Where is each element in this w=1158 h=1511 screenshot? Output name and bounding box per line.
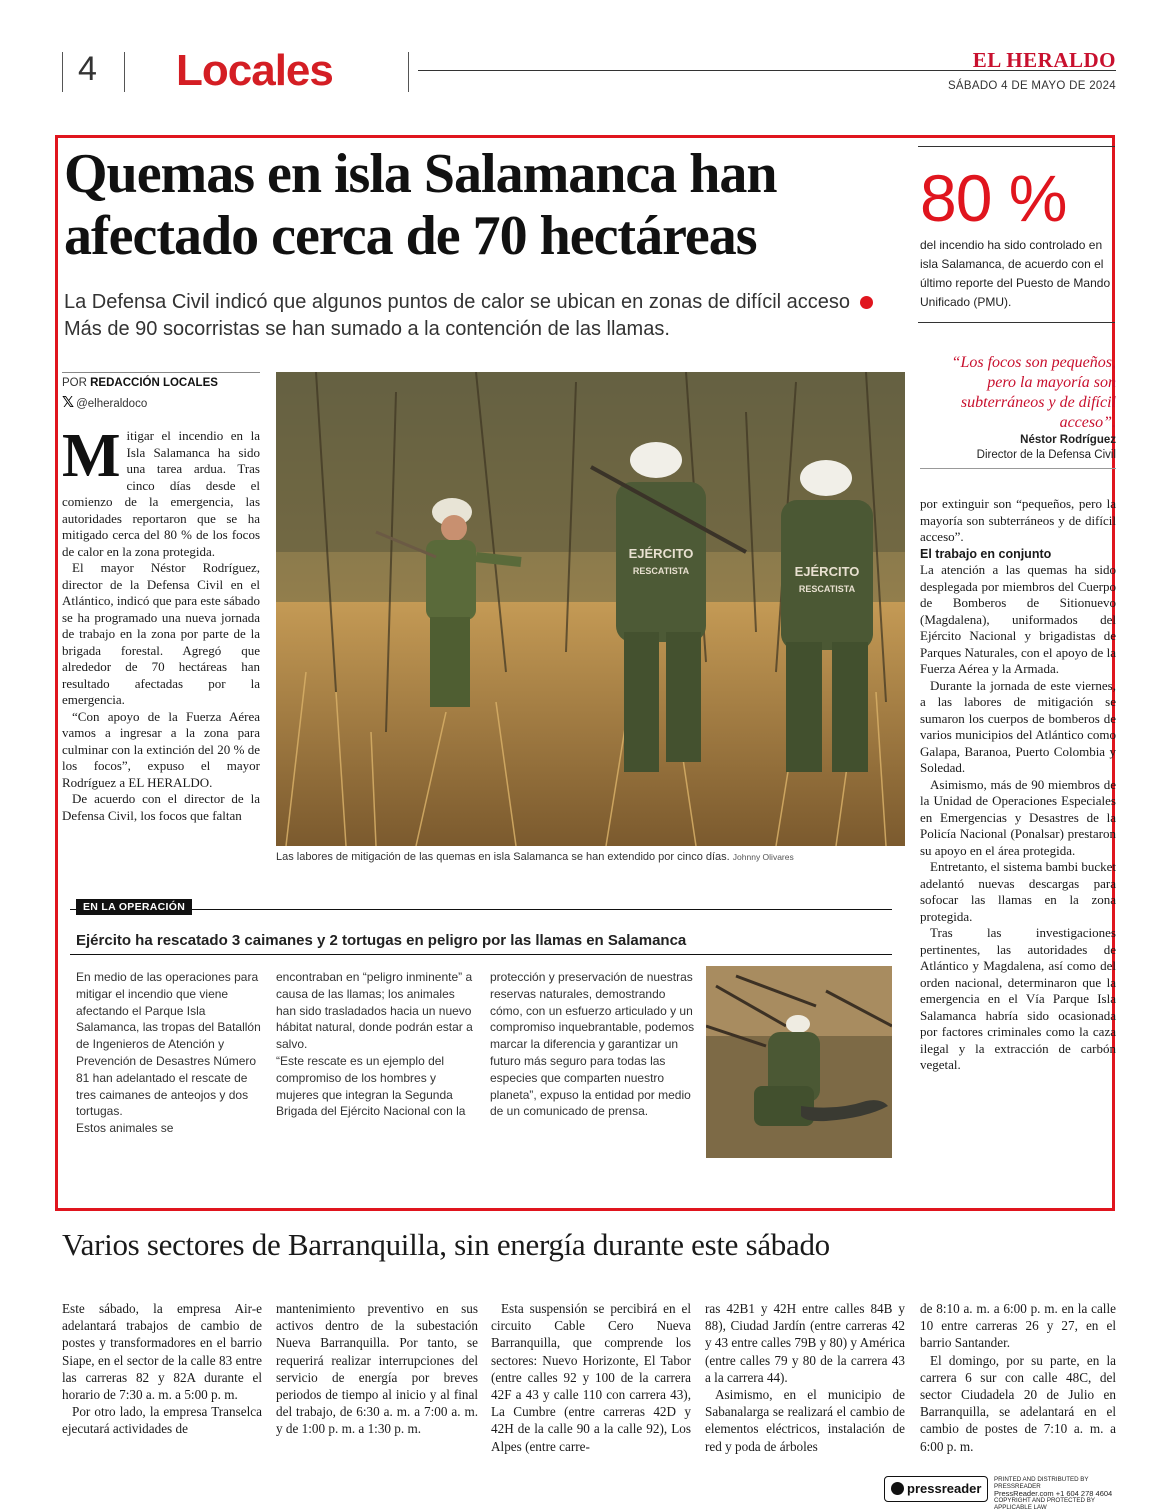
sidebar-title: Ejército ha rescatado 3 caimanes y 2 tortugas en peligro por las llamas en Salamanca xyxy=(76,932,687,949)
notice-line: PressReader.com +1 604 278 4604 xyxy=(994,1489,1113,1498)
vest-text-ejercito: EJÉRCITO xyxy=(628,546,694,561)
quote-author-role: Director de la Defensa Civil xyxy=(976,449,1116,461)
pull-quote: “Los focos son pequeños, pero la mayoría son subterráneos y de difícil acceso”. xyxy=(951,354,1116,431)
vest-text-rescatista: RESCATISTA xyxy=(632,566,690,576)
sidebar-column-2 xyxy=(276,969,476,1120)
sidebar-column-3 xyxy=(490,969,696,1120)
photo-caption xyxy=(276,851,908,863)
article-column-right xyxy=(920,496,1116,1074)
paragraph: ras 42B1 y 42H entre calles 84B y 88), Ciudad Jardín (entre carreras 42 y 43 entre calles 79B y 80) y América (entre calles 79 y 80 de la carrera 43 a la carrera 44). xyxy=(705,1301,905,1385)
pressreader-icon xyxy=(891,1482,904,1495)
stat-rule-top xyxy=(918,146,1115,147)
stat-value: 80 % xyxy=(920,161,1067,235)
sidebar-rule-bottom xyxy=(70,954,892,955)
paragraph: mantenimiento preventivo en sus activos dentro de la subestación Nueva Barranquilla. Por tanto, se requerirá realizar interrupciones del servicio de energía por breves periodos de tiempo al inicio y al final del trabajo, de 6:30 a. m. a 7:00 a. m. y de 1:00 p. m. a 1:30 p. m. xyxy=(276,1301,478,1437)
paragraph: Asimismo, más de 90 miembros de la Unidad de Operaciones Especiales en Emergencias y Desastres de la Policía Nacional (Ponalsar) prestaron su apoyo en el área protegida. xyxy=(920,776,1116,858)
caption-text: Las labores de mitigación de las quemas en isla Salamanca se han extendido por cinco días. xyxy=(276,851,730,863)
notice-line: COPYRIGHT AND PROTECTED BY APPLICABLE LAW xyxy=(994,1497,1095,1511)
newspaper-logo: EL HERALDO xyxy=(972,48,1116,72)
section-title: Locales xyxy=(176,46,333,95)
quote-rule xyxy=(920,468,1116,469)
paragraph: De acuerdo con el director de la Defensa Civil, los focos que faltan xyxy=(62,791,260,823)
paragraph: El domingo, por su parte, en la carrera 6 sur con calle 48C, del sector Ciudadela 20 de Julio en Barranquilla, se adelantará en el cambio de postes de 7:10 a. m. a 6:00 p. m. xyxy=(920,1352,1116,1454)
pressreader-notice xyxy=(994,1476,1118,1511)
firefighters-photo-illustration xyxy=(276,372,905,846)
deck-part-1: La Defensa Civil indicó que algunos puntos de calor se ubican en zonas de difícil acceso xyxy=(64,291,851,313)
paragraph: Esta suspensión se percibirá en el circuito Cable Cero Nueva Barranquilla, que comprende los sectores: Nuevo Horizonte, El Tabor (entre calles 92 y 100 de la carrera 42F a 43 y calle 110 con carrera 43), La Cumbre (entre carreras 42D y 42H de la calle 90 a la calle 92), Los Alpes (entre carre- xyxy=(491,1301,691,1454)
drop-cap: M xyxy=(62,422,121,490)
story2-headline: Varios sectores de Barranquilla, sin energía durante este sábado xyxy=(62,1227,830,1262)
x-logo-icon: 𝕏 xyxy=(62,394,75,411)
sidebar-column-1 xyxy=(76,969,262,1137)
article-headline xyxy=(64,143,904,267)
quote-author: Néstor Rodríguez xyxy=(1020,434,1116,446)
story2-column-3 xyxy=(491,1300,691,1455)
photo-credit: Johnny Olivares xyxy=(732,852,794,862)
stat-rule-bottom xyxy=(918,322,1115,323)
header-divider-right xyxy=(408,52,409,92)
paragraph: Asimismo, en el municipio de Sabanalarga se realizará el cambio de elementos eléctricos, instalación de red y poda de árboles xyxy=(705,1387,905,1454)
paragraph: La atención a las quemas ha sido desplegada por miembros del Cuerpo de Bomberos de Sitionuevo (Magdalena), uniformados del Ejército Nacional y brigadistas de Parques Naturales, con el apoyo de la Fuerza Aérea y la Armada. xyxy=(920,562,1116,676)
social-handle: @elheraldoco xyxy=(76,398,148,410)
social-handle-row[interactable] xyxy=(62,393,147,411)
notice-line: PRINTED AND DISTRIBUTED BY PRESSREADER xyxy=(994,1476,1089,1490)
paragraph: de 8:10 a. m. a 6:00 p. m. en la calle 10 entre carreras 26 y 27, en el barrio Santander. xyxy=(920,1301,1116,1351)
paragraph: “Este rescate es un ejemplo del compromiso de los hombres y mujeres que integran la Segunda Brigada del Ejército Nacional con la xyxy=(276,1053,466,1119)
issue-date: SÁBADO 4 DE MAYO DE 2024 xyxy=(947,80,1116,92)
paragraph: Mitigar el incendio en la Isla Salamanca ha sido una tarea ardua. Tras cinco días desde el comienzo de la emergencia, las autoridades reportaron que se ha mitigado cerca del 80 % de los focos de calor en la zona protegida. xyxy=(62,422,260,559)
header-divider-left xyxy=(62,52,63,92)
header-divider-mid xyxy=(124,52,125,92)
byline-rule xyxy=(62,372,260,373)
paragraph: En medio de las operaciones para mitigar el incendio que viene afectando el Parque Isla Salamanca, las tropas del Batallón de Ingenieros de Atención y Prevención de Desastres Número 81 han adelantado el rescate de tres caimanes de anteojos y dos tortugas. xyxy=(76,970,261,1119)
stat-description: del incendio ha sido controlado en isla Salamanca, de acuerdo con el último reporte del Puesto de Mando Unificado (PMU). xyxy=(920,238,1111,309)
sidebar-rule-top xyxy=(70,909,892,910)
subhead: El trabajo en conjunto xyxy=(920,546,1052,561)
article-column-1 xyxy=(62,422,260,824)
sidebar-photo xyxy=(706,966,892,1158)
page-number: 4 xyxy=(78,50,97,88)
paragraph: Durante la jornada de este viernes, a las labores de mitigación se sumaron los cuerpos de bomberos de varios municipios del Atlántico como Galapa, Baranoa, Puerto Colombia y Soledad. xyxy=(920,677,1116,775)
article-deck xyxy=(64,289,894,343)
headline-line-1: Quemas en isla Salamanca han xyxy=(64,143,777,205)
story2-column-1 xyxy=(62,1300,262,1438)
story2-column-2 xyxy=(276,1300,478,1438)
sidebar-tag: EN LA OPERACIÓN xyxy=(76,899,192,915)
bullet-dot-icon xyxy=(860,296,873,309)
paragraph: encontraban en “peligro inminente” a causa de las llamas; los animales han sido trasladados hacia un nuevo hábitat natural, donde podrán estar a salvo. xyxy=(276,970,473,1052)
paragraph: “Con apoyo de la Fuerza Aérea vamos a ingresar a la zona para culminar con la extinción del 20 % de los focos”, expuso el mayor Rodríguez a EL HERALDO. xyxy=(62,708,260,790)
main-photo xyxy=(276,372,905,846)
rescue-photo-illustration xyxy=(706,966,892,1158)
byline-author: REDACCIÓN LOCALES xyxy=(90,377,218,389)
pressreader-logo[interactable]: pressreader xyxy=(884,1476,988,1502)
byline xyxy=(62,377,218,389)
paragraph: Entretanto, el sistema bambi bucket adelantó nuevas descargas para sofocar las llamas en la zona protegida. xyxy=(920,859,1116,924)
story2-column-4 xyxy=(705,1300,905,1455)
paragraph: El mayor Néstor Rodríguez, director de la Defensa Civil en el Atlántico, indicó que para este sábado se ha programado una nueva jornada de trabajo en la zona por parte de la brigada forestal. Agregó que alrededor de 70 hectáreas han resultado afectadas por la emergencia. xyxy=(62,560,260,707)
paragraph: por extinguir son “pequeños, pero la mayoría son subterráneos y de difícil acceso”. xyxy=(920,496,1116,544)
paragraph: Este sábado, la empresa Air-e adelantará trabajos de cambio de postes y transformadores en el barrio Siape, en el sector de la calle 83 entre las carreras 82 y 82A durante el horario de 7:30 a. m. a 5:00 p. m. xyxy=(62,1301,262,1403)
vest-text-rescatista: RESCATISTA xyxy=(798,584,856,594)
paragraph: Tras las investigaciones pertinentes, las autoridades de Atlántico y Magdalena, así como del orden nacional, determinaron que la emergencia en el Vía Parque Isla Salamanca habría sido ocasionada por factores criminales como la caza ilegal y la extracción de carbón vegetal. xyxy=(920,925,1116,1072)
story2-column-5 xyxy=(920,1300,1116,1455)
deck-part-2: Más de 90 socorristas se han sumado a la contención de las llamas. xyxy=(64,318,670,340)
vest-text-ejercito: EJÉRCITO xyxy=(794,564,860,579)
paragraph: Estos animales se xyxy=(76,1121,174,1136)
byline-prefix: POR xyxy=(62,377,87,389)
paragraph: Por otro lado, la empresa Transelca ejecutará actividades de xyxy=(62,1404,262,1437)
paragraph: protección y preservación de nuestras reservas naturales, demostrando cómo, con un esfuerzo articulado y un compromiso inquebrantable, podemos marcar la diferencia y garantizar un futuro más seguro para todas las especies que comparten nuestro planeta”, expuso la entidad por medio de un comunicado de prensa. xyxy=(490,970,695,1119)
headline-line-2: afectado cerca de 70 hectáreas xyxy=(64,205,757,267)
